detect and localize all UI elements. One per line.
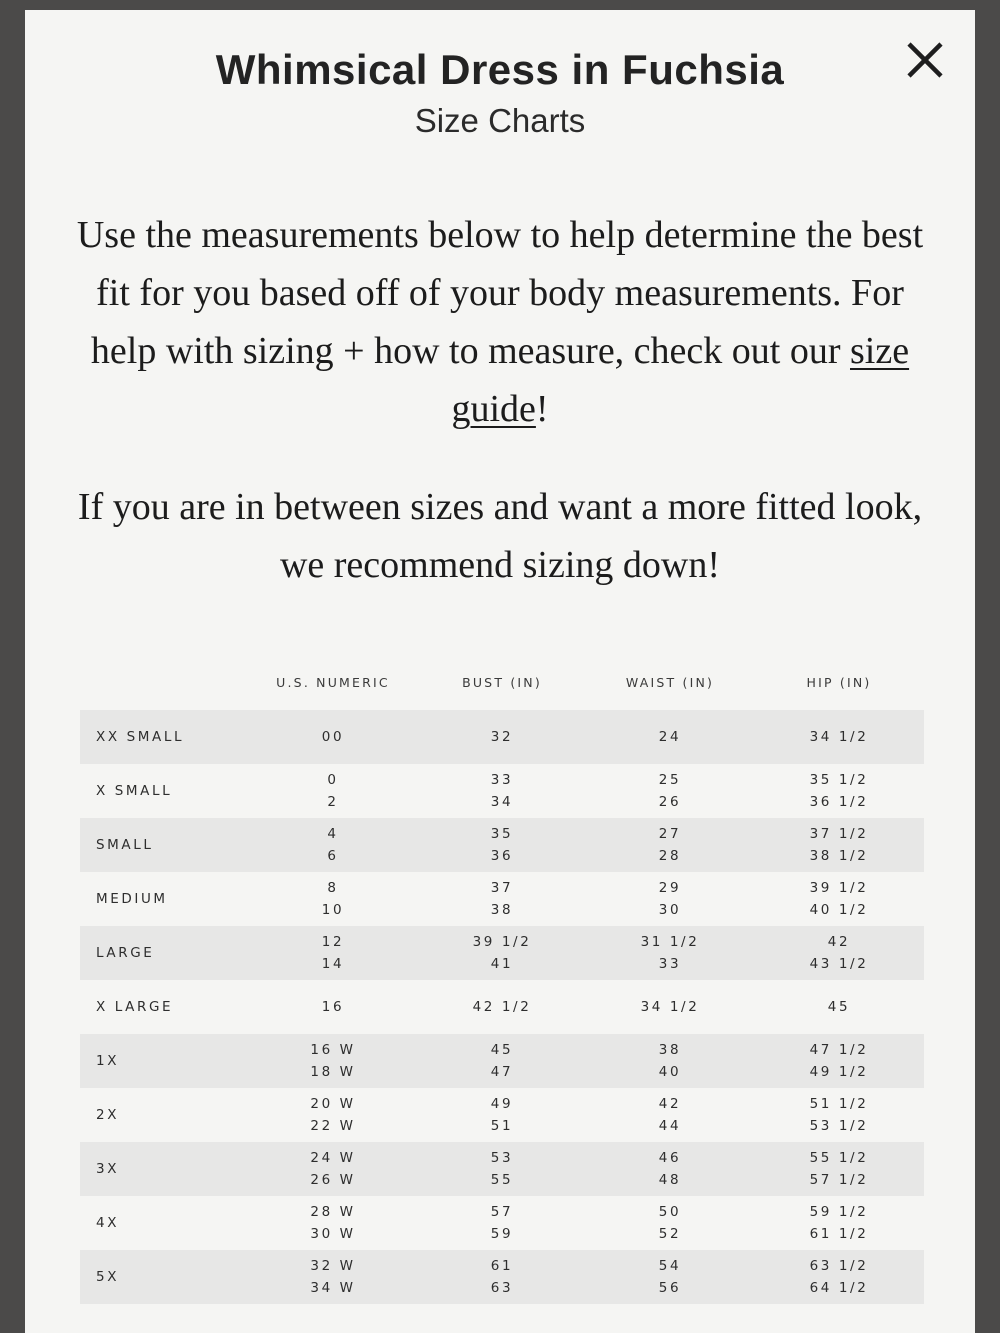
hip-cell-value: 42 [827, 934, 851, 950]
bust-cell-value: 36 [490, 848, 514, 864]
us-numeric-cell-value: 10 [321, 902, 345, 918]
hip-cell [754, 823, 924, 867]
waist-cell-value: 34 1/2 [640, 999, 700, 1015]
us-numeric-cell-value: 32 W [310, 1258, 356, 1274]
waist-cell [586, 1255, 754, 1299]
bust-cell-value: 37 [490, 880, 514, 896]
waist-cell-value: 28 [658, 848, 682, 864]
bust-cell [418, 877, 586, 921]
size-label: 3X [96, 1161, 120, 1177]
us-numeric-cell-value: 30 W [310, 1226, 356, 1242]
us-numeric-cell-value: 22 W [310, 1118, 356, 1134]
modal-subtitle: Size Charts [414, 102, 586, 139]
waist-cell [586, 877, 754, 921]
us-numeric-cell-value: 4 [327, 826, 339, 842]
bust-cell [418, 726, 586, 748]
us-numeric-cell [248, 996, 418, 1018]
table-row [80, 1034, 924, 1088]
header-us-numeric: U.S. NUMERIC [276, 674, 390, 690]
waist-cell [586, 1201, 754, 1245]
bust-cell-value: 59 [490, 1226, 514, 1242]
hip-cell-value: 53 1/2 [809, 1118, 869, 1134]
size-label: 5X [96, 1269, 120, 1285]
waist-cell-value: 31 1/2 [640, 934, 700, 950]
header-bust: BUST (IN) [462, 674, 542, 690]
bust-cell-value: 55 [490, 1172, 514, 1188]
table-row [80, 1196, 924, 1250]
us-numeric-cell [248, 726, 418, 748]
waist-cell-value: 38 [658, 1042, 682, 1058]
waist-cell-value: 42 [658, 1096, 682, 1112]
table-header [80, 655, 924, 710]
bust-cell [418, 1201, 586, 1245]
close-icon [903, 38, 947, 82]
modal-title: Whimsical Dress in Fuchsia [215, 46, 785, 93]
waist-cell-value: 25 [658, 772, 682, 788]
us-numeric-cell [248, 1093, 418, 1137]
bust-cell-value: 41 [490, 956, 514, 972]
hip-cell [754, 1201, 924, 1245]
size-label: X SMALL [96, 783, 173, 799]
us-numeric-cell-value: 18 W [310, 1064, 356, 1080]
waist-cell [586, 1093, 754, 1137]
waist-cell [586, 726, 754, 748]
us-numeric-cell-value: 20 W [310, 1096, 356, 1112]
us-numeric-cell [248, 877, 418, 921]
header-hip: HIP (IN) [806, 674, 872, 690]
waist-cell-value: 52 [658, 1226, 682, 1242]
waist-cell-value: 44 [658, 1118, 682, 1134]
bust-cell-value: 47 [490, 1064, 514, 1080]
close-button[interactable] [903, 38, 947, 82]
size-label: 4X [96, 1215, 120, 1231]
bust-cell-value: 42 1/2 [472, 999, 532, 1015]
size-label: X LARGE [96, 999, 174, 1015]
waist-cell [586, 996, 754, 1018]
bust-cell-value: 34 [490, 794, 514, 810]
waist-cell-value: 30 [658, 902, 682, 918]
table-row [80, 710, 924, 764]
table-row [80, 872, 924, 926]
hip-cell [754, 726, 924, 748]
waist-cell-value: 50 [658, 1204, 682, 1220]
us-numeric-cell [248, 1039, 418, 1083]
bust-cell [418, 1093, 586, 1137]
bust-cell [418, 769, 586, 813]
bust-cell-value: 35 [490, 826, 514, 842]
us-numeric-cell-value: 28 W [310, 1204, 356, 1220]
hip-cell-value: 64 1/2 [809, 1280, 869, 1296]
waist-cell-value: 56 [658, 1280, 682, 1296]
waist-cell [586, 823, 754, 867]
hip-cell-value: 49 1/2 [809, 1064, 869, 1080]
table-row [80, 818, 924, 872]
us-numeric-cell [248, 931, 418, 975]
intro-text-start: Use the measurements below to help determine the best fit for you based off of your body measurements. For help with sizing + how to measure, check out our [76, 214, 924, 372]
us-numeric-cell-value: 14 [321, 956, 345, 972]
us-numeric-cell-value: 8 [327, 880, 339, 896]
us-numeric-cell-value: 34 W [310, 1280, 356, 1296]
hip-cell [754, 1039, 924, 1083]
hip-cell-value: 47 1/2 [809, 1042, 869, 1058]
sizing-tip: If you are in between sizes and want a more fitted look, we recommend sizing down! [77, 486, 923, 586]
size-label: 2X [96, 1107, 120, 1123]
us-numeric-cell-value: 6 [327, 848, 339, 864]
table-row [80, 1250, 924, 1304]
hip-cell-value: 63 1/2 [809, 1258, 869, 1274]
waist-cell [586, 769, 754, 813]
table-body [80, 710, 924, 1304]
hip-cell [754, 1255, 924, 1299]
hip-cell [754, 877, 924, 921]
hip-cell-value: 55 1/2 [809, 1150, 869, 1166]
bust-cell-value: 33 [490, 772, 514, 788]
us-numeric-cell-value: 16 W [310, 1042, 356, 1058]
hip-cell [754, 931, 924, 975]
hip-cell [754, 996, 924, 1018]
waist-cell-value: 46 [658, 1150, 682, 1166]
hip-cell [754, 769, 924, 813]
bust-cell-value: 63 [490, 1280, 514, 1296]
table-row [80, 764, 924, 818]
waist-cell-value: 26 [658, 794, 682, 810]
hip-cell-value: 39 1/2 [809, 880, 869, 896]
size-guide-link[interactable]: size guide [451, 330, 910, 430]
us-numeric-cell [248, 823, 418, 867]
hip-cell-value: 37 1/2 [809, 826, 869, 842]
bust-cell-value: 57 [490, 1204, 514, 1220]
bust-cell-value: 53 [490, 1150, 514, 1166]
us-numeric-cell-value: 2 [327, 794, 339, 810]
bust-cell-value: 32 [490, 729, 514, 745]
table-row [80, 1088, 924, 1142]
hip-cell-value: 43 1/2 [809, 956, 869, 972]
us-numeric-cell [248, 1201, 418, 1245]
size-label: XX SMALL [96, 729, 185, 745]
bust-cell-value: 49 [490, 1096, 514, 1112]
hip-cell-value: 51 1/2 [809, 1096, 869, 1112]
bust-cell [418, 931, 586, 975]
us-numeric-cell-value: 26 W [310, 1172, 356, 1188]
hip-cell-value: 61 1/2 [809, 1226, 869, 1242]
hip-cell-value: 45 [827, 999, 851, 1015]
bust-cell-value: 51 [490, 1118, 514, 1134]
table-row [80, 980, 924, 1034]
waist-cell-value: 40 [658, 1064, 682, 1080]
waist-cell-value: 33 [658, 956, 682, 972]
bust-cell [418, 996, 586, 1018]
waist-cell-value: 29 [658, 880, 682, 896]
bust-cell-value: 61 [490, 1258, 514, 1274]
hip-cell-value: 36 1/2 [809, 794, 869, 810]
bust-cell [418, 1147, 586, 1191]
intro-text-end: ! [535, 388, 549, 430]
hip-cell [754, 1093, 924, 1137]
bust-cell-value: 39 1/2 [472, 934, 532, 950]
hip-cell-value: 57 1/2 [809, 1172, 869, 1188]
hip-cell-value: 59 1/2 [809, 1204, 869, 1220]
bust-cell [418, 1039, 586, 1083]
size-label: SMALL [96, 837, 154, 853]
table-row [80, 926, 924, 980]
us-numeric-cell [248, 769, 418, 813]
waist-cell-value: 48 [658, 1172, 682, 1188]
hip-cell [754, 1147, 924, 1191]
hip-cell-value: 40 1/2 [809, 902, 869, 918]
bust-cell [418, 1255, 586, 1299]
waist-cell-value: 27 [658, 826, 682, 842]
table-row [80, 1142, 924, 1196]
size-label: MEDIUM [96, 891, 168, 907]
us-numeric-cell-value: 12 [321, 934, 345, 950]
us-numeric-cell-value: 16 [321, 999, 345, 1015]
size-chart-modal [25, 10, 975, 1333]
waist-cell-value: 54 [658, 1258, 682, 1274]
us-numeric-cell [248, 1147, 418, 1191]
hip-cell-value: 34 1/2 [809, 729, 869, 745]
header-waist: WAIST (IN) [625, 674, 715, 690]
waist-cell [586, 1039, 754, 1083]
waist-cell [586, 1147, 754, 1191]
bust-cell-value: 38 [490, 902, 514, 918]
hip-cell-value: 38 1/2 [809, 848, 869, 864]
bust-cell-value: 45 [490, 1042, 514, 1058]
intro-text [65, 206, 935, 438]
hip-cell-value: 35 1/2 [809, 772, 869, 788]
waist-cell [586, 931, 754, 975]
bust-cell [418, 823, 586, 867]
waist-cell-value: 24 [658, 729, 682, 745]
us-numeric-cell-value: 00 [321, 729, 345, 745]
us-numeric-cell-value: 0 [327, 772, 339, 788]
size-label: 1X [96, 1053, 120, 1069]
size-label: LARGE [96, 945, 155, 961]
us-numeric-cell [248, 1255, 418, 1299]
size-table [80, 655, 924, 1304]
us-numeric-cell-value: 24 W [310, 1150, 356, 1166]
